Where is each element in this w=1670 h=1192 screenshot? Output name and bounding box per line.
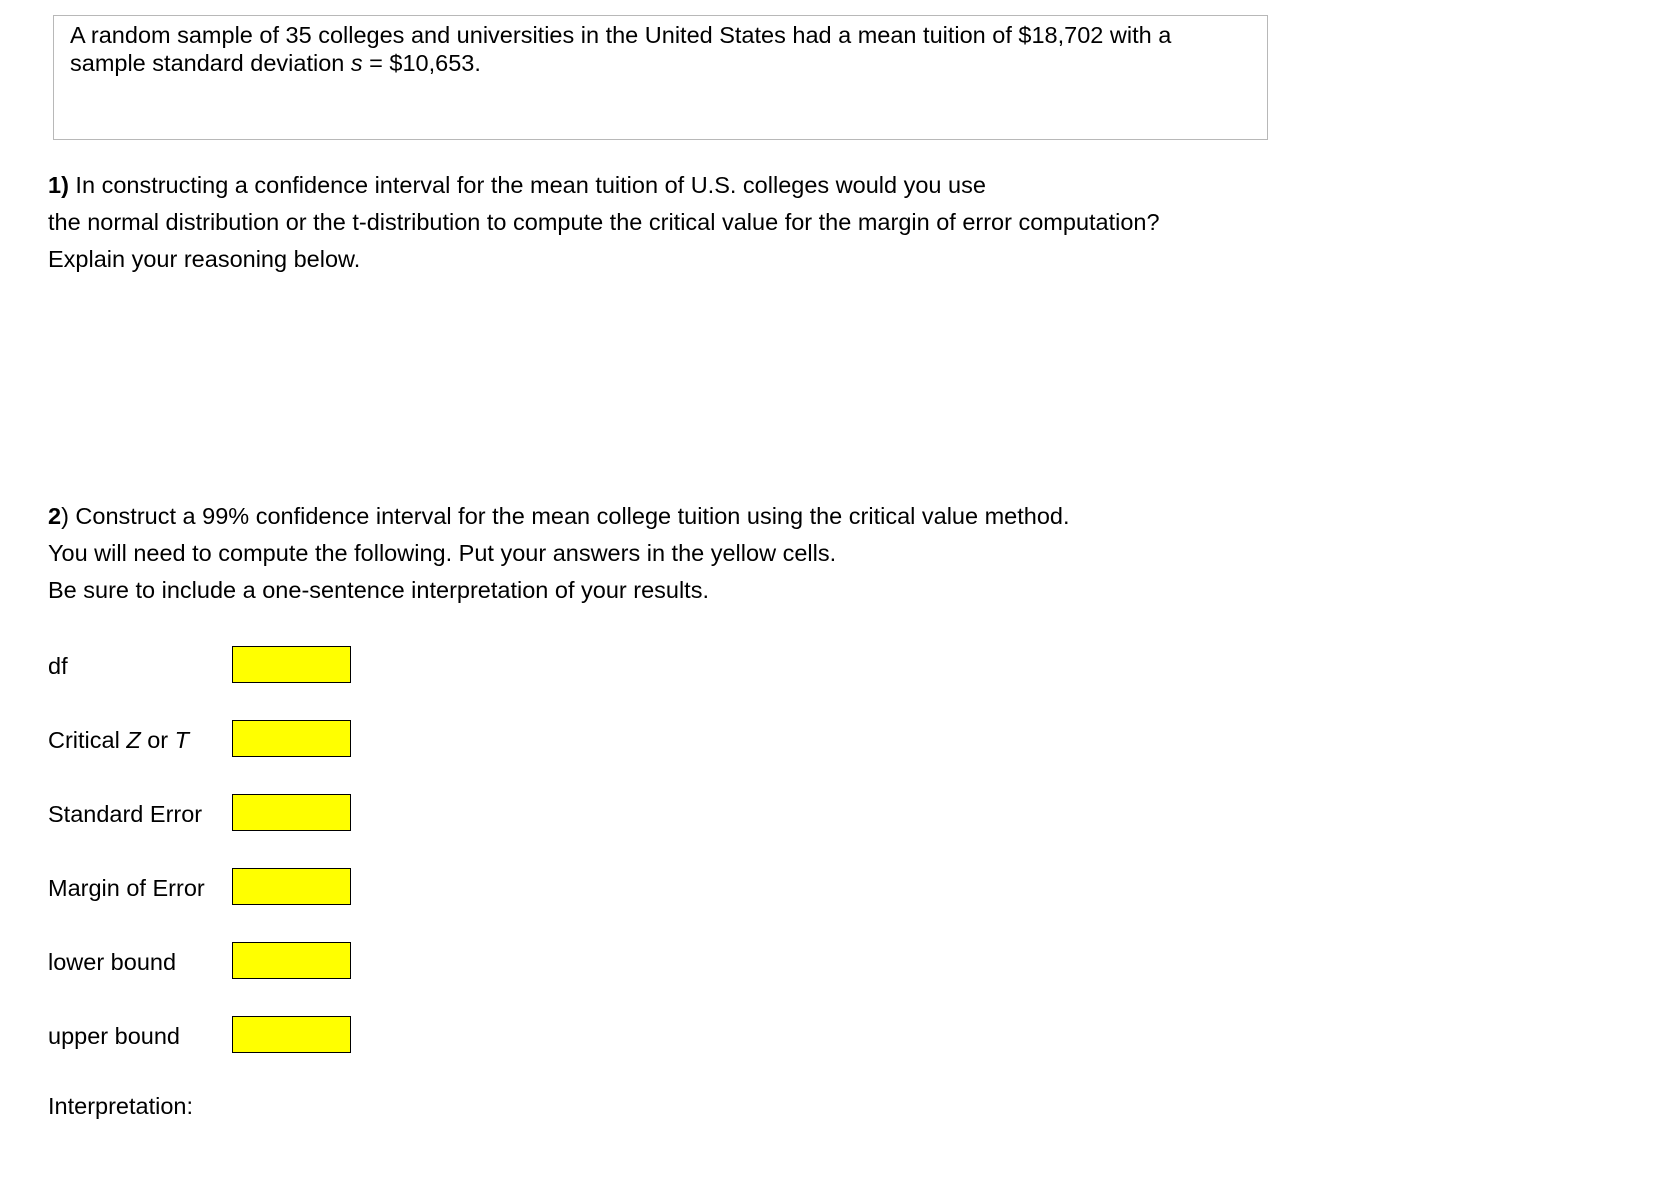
critical-label-prefix: Critical bbox=[48, 727, 127, 753]
lower-bound-label: lower bound bbox=[48, 949, 177, 975]
standard-error-answer-cell[interactable] bbox=[232, 794, 351, 831]
critical-label-or: or bbox=[140, 727, 175, 753]
question-1-line-3: Explain your reasoning below. bbox=[48, 246, 361, 272]
question-1 bbox=[48, 167, 1348, 278]
sd-variable: s bbox=[350, 50, 363, 76]
critical-label-t: T bbox=[174, 727, 190, 753]
standard-error-label: Standard Error bbox=[48, 801, 203, 827]
question-1-text-1: In constructing a confidence interval for the mean tuition of U.S. colleges would you use bbox=[68, 172, 986, 198]
problem-statement-line-2 bbox=[70, 49, 1251, 77]
question-2-line-2: You will need to compute the following. Put your answers in the yellow cells. bbox=[48, 540, 837, 566]
question-2-text-1: ) Construct a 99% confidence interval for the mean college tuition using the critical value method. bbox=[61, 503, 1070, 529]
critical-value-answer-cell[interactable] bbox=[232, 720, 351, 757]
question-2-line-1 bbox=[48, 498, 1348, 535]
sd-label-prefix: sample standard deviation bbox=[70, 50, 351, 76]
margin-of-error-answer-cell[interactable] bbox=[232, 868, 351, 905]
lower-bound-answer-cell[interactable] bbox=[232, 942, 351, 979]
margin-of-error-label: Margin of Error bbox=[48, 875, 205, 901]
question-1-line-2: the normal distribution or the t-distribution to compute the critical value for the margin of error computation? bbox=[48, 209, 1160, 235]
question-1-number: 1) bbox=[48, 172, 69, 198]
upper-bound-label: upper bound bbox=[48, 1023, 180, 1049]
question-2-line-3: Be sure to include a one-sentence interpretation of your results. bbox=[48, 577, 709, 603]
critical-label-z: Z bbox=[126, 727, 141, 753]
problem-statement-box bbox=[53, 15, 1268, 140]
df-label: df bbox=[48, 653, 68, 679]
problem-statement-line-1: A random sample of 35 colleges and universities in the United States had a mean tuition of $18,702 with a bbox=[70, 22, 1172, 48]
interpretation-label: Interpretation: bbox=[48, 1093, 194, 1119]
question-2-number: 2 bbox=[48, 503, 62, 529]
question-2 bbox=[48, 498, 1348, 609]
df-answer-cell[interactable] bbox=[232, 646, 351, 683]
sd-value: = $10,653. bbox=[362, 50, 481, 76]
critical-value-label bbox=[48, 725, 189, 755]
question-1-line-1 bbox=[48, 167, 1348, 204]
upper-bound-answer-cell[interactable] bbox=[232, 1016, 351, 1053]
